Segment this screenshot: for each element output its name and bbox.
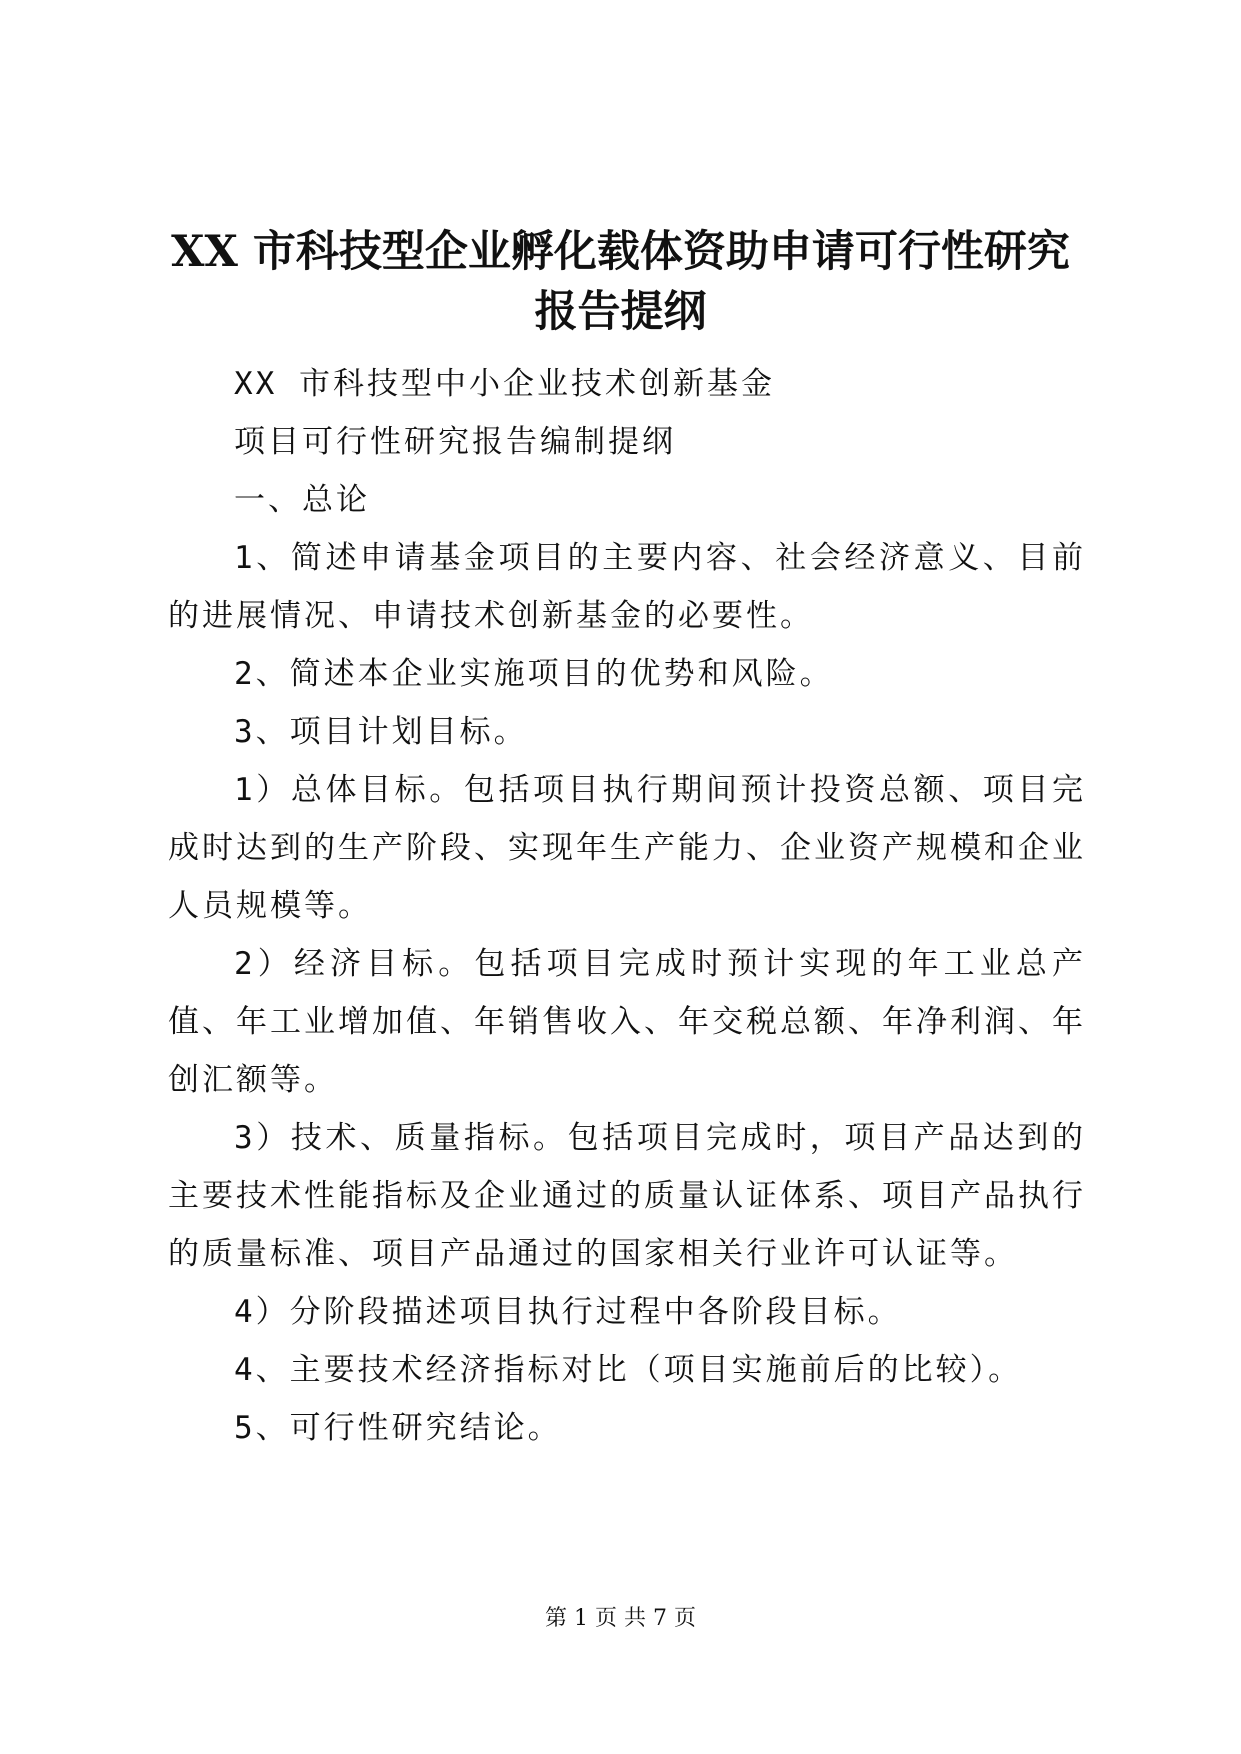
paragraph-item-2: 2、简述本企业实施项目的优势和风险。 — [234, 656, 834, 692]
paragraph-section-general: 一、总论 — [234, 482, 370, 518]
paragraph-item-3: 3、项目计划目标。 — [234, 714, 528, 750]
paragraph-item-5: 5、可行性研究结论。 — [234, 1410, 562, 1446]
document-title: XX 市科技型企业孵化载体资助申请可行性研究报告提纲 — [171, 227, 1070, 337]
paragraph-outline-name: 项目可行性研究报告编制提纲 — [234, 424, 676, 460]
paragraph-subitem-4: 4）分阶段描述项目执行过程中各阶段目标。 — [234, 1294, 902, 1330]
paragraph-subitem-1: 1）总体目标。包括项目执行期间预计投资总额、项目完成时达到的生产阶段、实现年生产能力、企业资产规模和企业人员规模等。 — [168, 772, 1086, 924]
page-footer: 第 1 页 共 7 页 — [545, 1606, 696, 1631]
paragraph-item-4: 4、主要技术经济指标对比（项目实施前后的比较）。 — [234, 1352, 1023, 1388]
paragraph-fund-name: XX 市科技型中小企业技术创新基金 — [234, 366, 775, 402]
paragraph-item-1: 1、简述申请基金项目的主要内容、社会经济意义、目前的进展情况、申请技术创新基金的必要性。 — [168, 540, 1086, 634]
paragraph-subitem-3: 3）技术、质量指标。包括项目完成时，项目产品达到的主要技术性能指标及企业通过的质量认证体系、项目产品执行的质量标准、项目产品通过的国家相关行业许可认证等。 — [168, 1120, 1086, 1272]
document-body — [168, 355, 1086, 1457]
paragraph-subitem-2: 2）经济目标。包括项目完成时预计实现的年工业总产值、年工业增加值、年销售收入、年交税总额、年净利润、年创汇额等。 — [168, 946, 1086, 1098]
